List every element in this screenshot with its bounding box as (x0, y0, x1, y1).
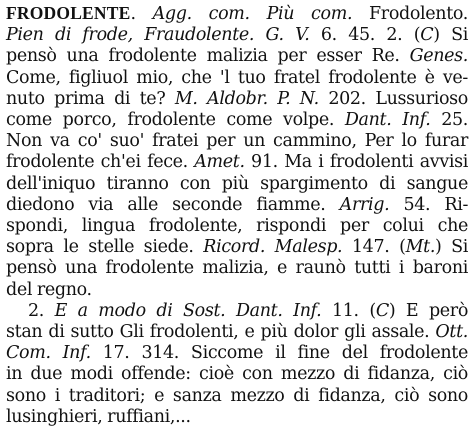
text-segment: come porco, frodolente come volpe. (6, 110, 345, 131)
italic-text: Ott. (435, 322, 468, 343)
text-segment: 17. 314. Siccome il fine del frodolente (90, 343, 468, 364)
text-segment: sopra le stelle siede. (6, 237, 204, 258)
text-segment: nuto prima di te? (6, 88, 175, 109)
entry-line (6, 364, 468, 385)
text-segment: 91. Ma i frodolenti avvisi (244, 152, 468, 173)
text-segment: 202. Lussurioso (318, 88, 468, 109)
entry-line (6, 322, 468, 343)
entry-line (6, 195, 468, 216)
italic-text: E a modo di Sost. Dant. Inf. (54, 300, 322, 321)
text-segment: 2. (28, 300, 55, 321)
entry-line (6, 386, 468, 407)
entry-line (6, 237, 468, 258)
italic-text: Pien di frode, Fraudolente. G. V. (6, 25, 310, 46)
text-segment: pensò una frodolente malizia, e raunò tutti i baroni (6, 258, 468, 279)
text-segment: ) Si (433, 25, 469, 46)
italic-text: Amet. (194, 152, 245, 173)
text-segment: Frodolento. (352, 4, 468, 24)
text-segment: sono i traditori; e sanza mezzo di fidanza, ciò sono (6, 385, 468, 406)
text-segment: . (130, 4, 153, 24)
italic-text: Agg. com. Più com. (152, 4, 353, 24)
italic-text: Ricord. Malesp. (203, 237, 343, 258)
text-segment: 54. Ri- (389, 194, 469, 215)
dictionary-entry (6, 3, 468, 428)
text-segment: diedono via alle seconde fiamme. (6, 194, 340, 215)
entry-line (6, 174, 468, 195)
text-segment: pensò una frodolente malizia per esser Re. (6, 46, 410, 67)
text-segment: stan di sutto Gli frodolenti, e più dolor gli assale. (6, 322, 436, 343)
entry-line (6, 131, 468, 152)
italic-text: Mt. (405, 237, 436, 258)
text-segment: in due modi offende: cioè con mezzo di fidanza, ciò (6, 364, 468, 385)
text-segment: Come, figliuol mio, che 'l tuo fratel frodolente è ve- (6, 67, 468, 88)
entry-line (6, 407, 468, 428)
text-segment: spondi, lingua frodolente, rispondi per colui che (6, 216, 468, 237)
text-segment: frodolente ch'ei fece. (6, 152, 195, 173)
entry-line (6, 110, 468, 131)
entry-line (6, 343, 468, 364)
text-segment: ) Si (435, 237, 469, 258)
entry-line (6, 301, 468, 322)
italic-text: M. Aldobr. P. N. (174, 88, 319, 109)
text-segment: 11. ( (321, 300, 376, 321)
text-segment: Non va co' suo' fratei per un cammino, Per lo furar (6, 131, 468, 152)
italic-text: C (375, 300, 389, 321)
entry-line (6, 46, 468, 67)
entry-line (6, 3, 468, 25)
entry-line (6, 89, 468, 110)
headword: FRODOLENTE (6, 3, 131, 23)
entry-line (6, 68, 468, 89)
text-segment: del regno. (6, 279, 92, 300)
text-segment: 6. 45. 2. ( (309, 25, 421, 46)
italic-text: Genes. (409, 46, 468, 67)
text-segment: ) E però (388, 300, 469, 321)
entry-line (6, 152, 468, 173)
text-segment: dell'iniquo tiranno con più spargimento di sangue (6, 173, 468, 194)
entry-line (6, 25, 468, 46)
text-segment: 25. (430, 110, 468, 131)
italic-text: Arrig. (339, 194, 390, 215)
italic-text: Com. Inf. (6, 343, 91, 364)
entry-line (6, 216, 468, 237)
italic-text: C (420, 25, 434, 46)
text-segment: 147. ( (342, 237, 406, 258)
entry-line (6, 280, 468, 301)
italic-text: Dant. Inf. (344, 110, 431, 131)
text-segment: lusinghieri, ruffiani,... (6, 406, 191, 427)
entry-line (6, 258, 468, 279)
